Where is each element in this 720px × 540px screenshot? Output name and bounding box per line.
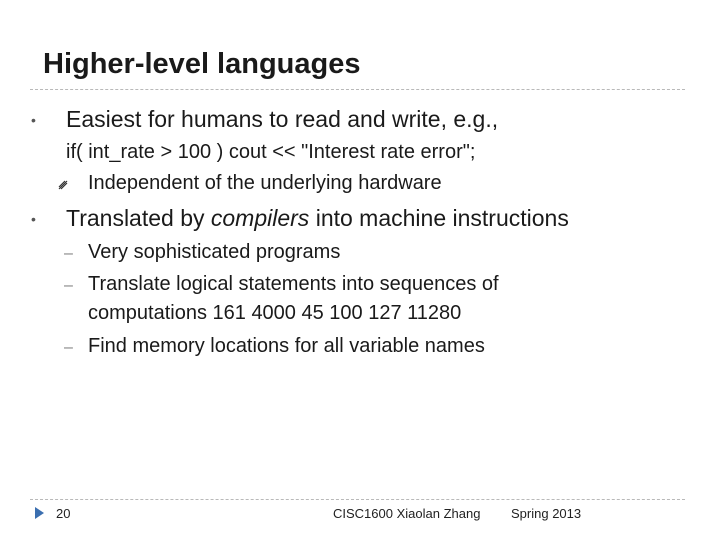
bullet-1-text: Easiest for humans to read and write, e.g., [66,106,499,132]
bullet-1-sub: Independent of the underlying hardware [88,172,442,194]
bullet-2-text-before: Translated by [66,205,211,231]
slide-title: Higher-level languages [43,48,361,80]
triangle-arrow-icon [35,507,44,519]
bullet-dot-1: • [31,112,36,128]
footer-divider [30,499,685,500]
footer-course: CISC1600 Xiaolan Zhang [333,506,481,521]
bullet-2-text [66,205,569,232]
bullet-2-sub-2-cont: computations 161 4000 45 100 127 11280 [88,302,462,324]
bullet-2-emphasis: compilers [210,205,310,231]
title-divider [30,89,685,90]
sub-bullet-icon [58,180,66,188]
dash-3: – [64,339,73,356]
dash-2: – [64,277,73,294]
bullet-2-sub-1: Very sophisticated programs [88,241,341,263]
bullet-2-sub-2: Translate logical statements into sequences of [88,273,499,295]
footer-term: Spring 2013 [511,506,582,521]
bullet-2-text-after: into machine instructions [309,205,569,231]
code-example: if( int_rate > 100 ) cout << "Interest rate error"; [66,141,476,163]
page-number: 20 [56,506,71,521]
bullet-dot-2: • [31,211,36,227]
dash-1: – [64,245,73,262]
bullet-2-sub-3: Find memory locations for all variable names [88,335,485,357]
